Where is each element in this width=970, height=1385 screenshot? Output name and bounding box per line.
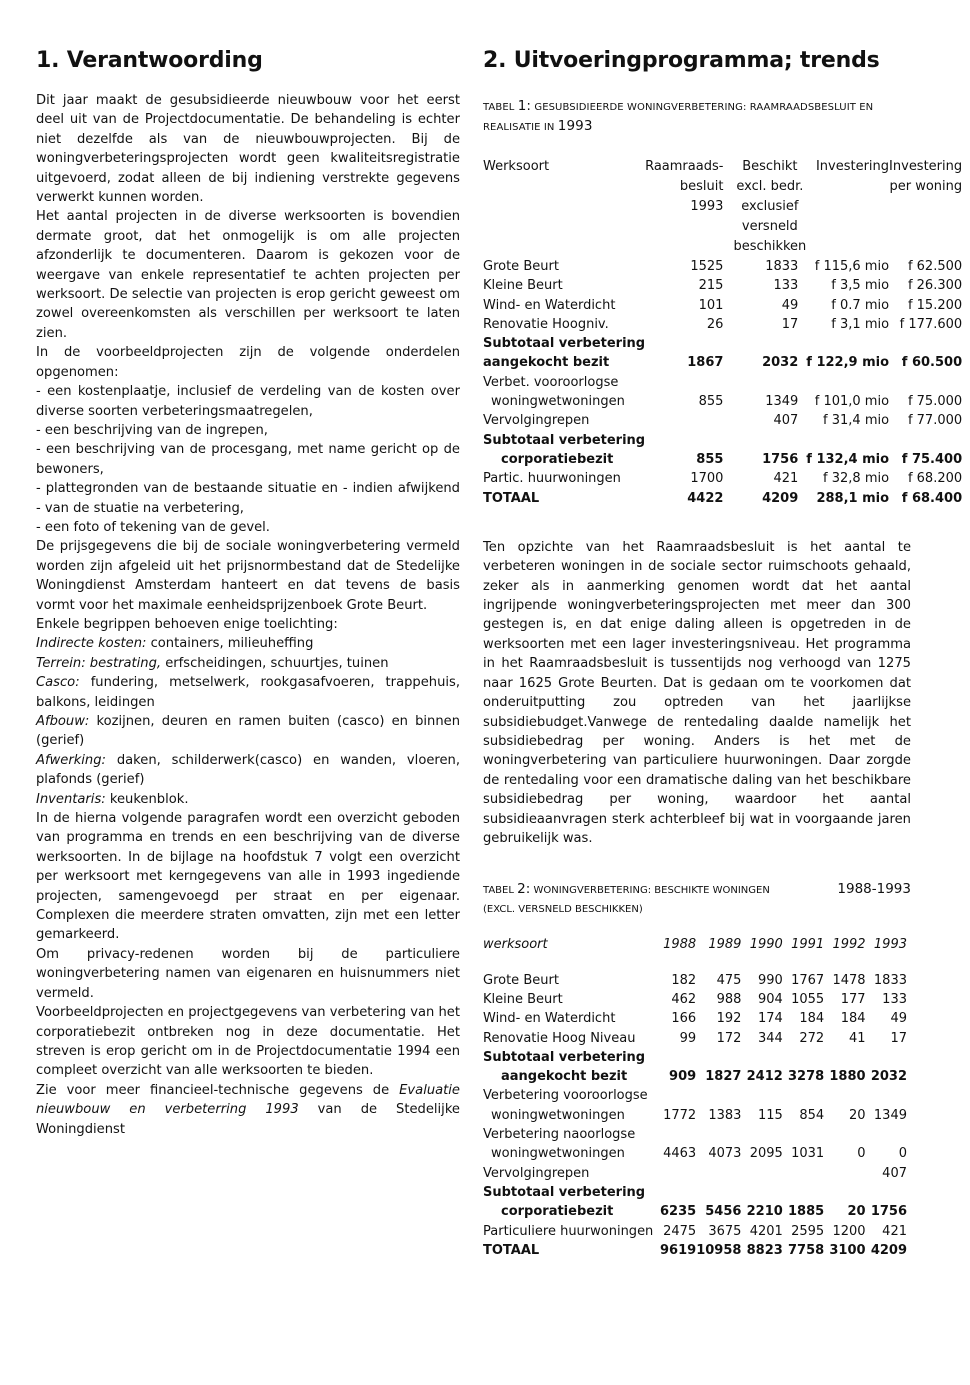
- term-definition: containers, milieuheffing: [146, 636, 314, 652]
- cell-value: [696, 1048, 741, 1067]
- cell-value: 1031: [791, 1146, 825, 1162]
- list-item: - een beschrijving van de procesgang, met name gericht op de bewoners,: [36, 442, 460, 477]
- paragraph: In de voorbeeldprojecten zijn de volgende onderdelen opgenomen:: [36, 345, 460, 380]
- definition: [36, 712, 460, 751]
- cell-werksoort: Kleine Beurt: [483, 991, 563, 1007]
- list-item: - plattegronden van de bestaande situatie en - indien afwijkend - van de stuatie na verbetering,: [36, 481, 460, 516]
- cell-besluit: 101: [698, 297, 724, 313]
- cell-value: 1767: [791, 972, 825, 988]
- table-row: [483, 431, 962, 450]
- table-row: [483, 1222, 907, 1241]
- cell-werksoort: Vervolgingrepen: [483, 413, 590, 429]
- cell-value: [741, 1164, 782, 1183]
- cell-werksoort: Subtotaal verbetering: [483, 336, 646, 352]
- cell-werksoort: TOTAAL: [483, 1242, 540, 1258]
- cell-investering-per-woning: f 15.200: [907, 297, 963, 313]
- header-year: 1990: [749, 937, 783, 953]
- cell-value: [783, 1164, 824, 1183]
- table-row: [483, 392, 962, 411]
- cell-besluit: [645, 431, 723, 450]
- cell-investering-per-woning: f 177.600: [899, 316, 963, 332]
- cell-value: 2475: [663, 1223, 697, 1239]
- cell-werksoort: Verbetering vooroorlogse: [483, 1088, 648, 1104]
- cell-value: [783, 1048, 824, 1067]
- cell-besluit: 4422: [687, 490, 724, 506]
- cell-value: [866, 1086, 907, 1105]
- cell-investering-per-woning: f 75.400: [901, 451, 963, 467]
- cell-value: 4201: [749, 1223, 783, 1239]
- cell-value: 172: [716, 1030, 742, 1046]
- cell-value: 344: [757, 1030, 783, 1046]
- cell-beschikt: [723, 334, 806, 353]
- cell-value: 2032: [870, 1069, 907, 1085]
- table-row: [483, 971, 907, 990]
- cell-value: 133: [882, 991, 907, 1007]
- cell-value: 166: [671, 1011, 697, 1027]
- cell-value: 909: [669, 1069, 697, 1085]
- cell-value: [655, 1183, 696, 1202]
- cell-value: [824, 1183, 865, 1202]
- header-year: 1992: [832, 937, 866, 953]
- cell-investering-per-woning: f 60.500: [901, 355, 963, 371]
- cell-value: 1885: [787, 1204, 825, 1220]
- table-row: [483, 315, 962, 334]
- table-row: [483, 353, 962, 372]
- cell-investering: f 132,4 mio: [806, 451, 890, 467]
- cell-value: [696, 1183, 741, 1202]
- table-header-row: [483, 935, 907, 970]
- header-year: 1991: [791, 937, 825, 953]
- cell-investering: f 101,0 mio: [814, 394, 890, 410]
- cell-value: [655, 1048, 696, 1067]
- cell-value: [741, 1086, 782, 1105]
- paragraph: Enkele begrippen behoeven enige toelichting:: [36, 616, 338, 632]
- cell-werksoort: Vervolgingrepen: [483, 1165, 590, 1181]
- cell-value: 10958: [696, 1242, 742, 1258]
- cell-value: 192: [716, 1011, 742, 1027]
- cell-werksoort: Grote Beurt: [483, 972, 559, 988]
- header-besluit: Raamraads-besluit 1993: [645, 159, 724, 214]
- table-beschikte-woningen: [483, 935, 907, 1260]
- cell-besluit: 26: [706, 316, 724, 332]
- cell-besluit: [645, 411, 723, 430]
- cell-value: [824, 1125, 865, 1144]
- cell-werksoort: woningwetwoningen: [491, 394, 625, 410]
- cell-value: [824, 1086, 865, 1105]
- cell-investering: [806, 431, 889, 450]
- term: Afwerking:: [36, 752, 106, 768]
- cell-value: 1833: [873, 972, 907, 988]
- cell-value: 0: [857, 1146, 866, 1162]
- cell-value: 1478: [832, 972, 866, 988]
- cell-value: 8823: [746, 1242, 783, 1258]
- table-row: [483, 990, 907, 1009]
- cell-value: 3100: [829, 1242, 866, 1258]
- cell-value: 4463: [663, 1146, 697, 1162]
- cell-investering: [806, 373, 889, 392]
- cell-value: [655, 1086, 696, 1105]
- caption-number: 1:: [517, 98, 532, 114]
- cell-value: [655, 1125, 696, 1144]
- cell-value: [824, 1048, 865, 1067]
- table-row: [483, 1048, 907, 1067]
- cell-value: 177: [840, 991, 866, 1007]
- table-row: [483, 334, 962, 353]
- cell-besluit: 855: [696, 451, 724, 467]
- cell-value: 2595: [791, 1223, 825, 1239]
- paragraph: Om privacy-redenen worden bij de particuliere woningverbetering namen van eigenaren en huisnummers niet vermeld.: [36, 946, 460, 1001]
- term-definition: fundering, metselwerk, rookgasafvoeren, trappehuis, balkons, leidingen: [36, 675, 460, 710]
- paragraph: Ten opzichte van het Raamraadsbesluit is het aantal te verbeteren woningen in de sociale sector ruimschoots gehaald, zeker als in aanmerking genomen wordt dat het aantal ingrijpende woningverbeteringsprojecten met meer dan 300 gestegen is, en dat enige daling alleen is opgetreden in de werksoorten met een lager investeringsniveau. Het programma in het Raamraadsbesluit is tussentijds nog verhoogd van 1275 naar 1625 Grote Beurten. Dat is gedaan om te voorkomen dat onderuitputting zou optreden van het jaarlijkse subsidiebudget.Vanwege de rentedaling daalde namelijk het subsidiebedrag per woning. Anders is het met de woningverbetering van particuliere huurwoningen. Daar zorgde de rentedaling voor een dramatische daling van het beschikbare subsidiebedrag per woning, waardoor het aantal subsidieaanvragen sterk achterbleef bij wat in voorgaande jaren gebruikelijk was.: [483, 539, 911, 846]
- caption-number: 2:: [517, 881, 531, 898]
- term: Indirecte kosten:: [36, 636, 147, 652]
- cell-value: 475: [716, 972, 742, 988]
- definition: [36, 790, 460, 809]
- table-row: [483, 1144, 907, 1163]
- cell-value: 7758: [787, 1242, 825, 1258]
- definition: [36, 634, 460, 653]
- term-definition: keukenblok.: [105, 791, 189, 807]
- cell-value: 1772: [663, 1107, 697, 1123]
- table-row: [483, 1125, 907, 1144]
- cell-werksoort: Verbetering naoorlogse: [483, 1127, 636, 1143]
- cell-value: 1880: [829, 1069, 866, 1085]
- table-row: [483, 1183, 907, 1202]
- text-run: Zie voor meer financieel-technische gegevens de: [36, 1082, 400, 1098]
- cell-value: 20: [847, 1204, 866, 1220]
- cell-investering-per-woning: f 75.000: [907, 394, 963, 410]
- term: Afbouw:: [36, 714, 90, 729]
- publication-title: Evaluatie nieuwbouw en verbeterring 1993: [36, 1082, 460, 1118]
- cell-value: 988: [716, 991, 742, 1007]
- cell-werksoort: aangekocht bezit: [501, 1069, 628, 1085]
- cell-beschikt: 407: [773, 413, 799, 429]
- cell-beschikt: 1833: [765, 259, 799, 274]
- right-column: [483, 48, 963, 1260]
- table-row: [483, 489, 962, 508]
- cell-werksoort: Wind- en Waterdicht: [483, 1011, 616, 1027]
- section-heading-verantwoording: 1. Verantwoording: [36, 48, 263, 73]
- cell-werksoort: woningwetwoningen: [491, 1146, 625, 1162]
- cell-investering: f 122,9 mio: [806, 355, 890, 371]
- caption-label: TABEL: [483, 885, 514, 897]
- cell-besluit: [645, 373, 723, 392]
- table-row: [483, 1029, 907, 1048]
- cell-value: 174: [757, 1011, 783, 1027]
- cell-value: 4209: [870, 1242, 907, 1258]
- cell-beschikt: 133: [773, 278, 799, 294]
- cell-value: 184: [840, 1011, 866, 1027]
- cell-value: [783, 1125, 824, 1144]
- table-row: [483, 1067, 907, 1086]
- table-row: [483, 373, 962, 392]
- header-beschikt: Beschikt excl. bedr. exclusief versneld beschikken: [733, 159, 807, 254]
- header-investering-per-woning: Investering per woning: [889, 159, 963, 194]
- term-definition: erfscheidingen, schuurtjes, tuinen: [161, 655, 389, 671]
- cell-value: [696, 1086, 741, 1105]
- cell-werksoort: Renovatie Hoogniv.: [483, 316, 609, 332]
- cell-beschikt: [723, 431, 806, 450]
- cell-investering-per-woning: f 68.200: [907, 471, 963, 487]
- term: Terrein: bestrating,: [36, 655, 162, 671]
- table-row: [483, 1086, 907, 1105]
- cell-value: [655, 1164, 696, 1183]
- cell-investering: [806, 334, 889, 353]
- term-definition: kozijnen, deuren en ramen buiten (casco) en binnen (gerief): [36, 714, 460, 749]
- cell-beschikt: 49: [781, 297, 799, 313]
- cell-value: 1827: [705, 1069, 742, 1085]
- cell-value: 407: [882, 1165, 907, 1181]
- cell-value: 20: [849, 1107, 866, 1123]
- table-header-row: [483, 157, 962, 257]
- cell-besluit: 1867: [687, 355, 724, 371]
- cell-value: 854: [799, 1107, 825, 1123]
- table2-caption: [483, 880, 911, 919]
- cell-werksoort: Kleine Beurt: [483, 278, 563, 294]
- term: Casco:: [36, 675, 80, 691]
- header-werksoort: Werksoort: [483, 159, 550, 174]
- cell-value: 5456: [705, 1204, 742, 1220]
- cell-beschikt: 421: [773, 471, 799, 487]
- cell-werksoort: Subtotaal verbetering: [483, 432, 646, 448]
- table-row: [483, 1106, 907, 1125]
- cell-besluit: 1700: [690, 471, 724, 487]
- cell-investering-per-woning: [889, 431, 962, 450]
- table-row: [483, 257, 962, 276]
- table1-caption: [483, 97, 911, 137]
- cell-value: [783, 1183, 824, 1202]
- table-row: [483, 411, 962, 430]
- cell-investering: f 31,4 mio: [823, 413, 890, 429]
- cell-werksoort: Wind- en Waterdicht: [483, 297, 616, 313]
- definition: [36, 673, 460, 712]
- cell-value: 1349: [873, 1107, 907, 1123]
- header-year: 1988: [663, 937, 697, 953]
- caption-years: 1988-1993: [837, 881, 911, 898]
- cell-value: 2412: [746, 1069, 783, 1085]
- cell-value: 1055: [791, 991, 825, 1007]
- cell-werksoort: Grote Beurt: [483, 259, 559, 274]
- cell-besluit: 855: [698, 394, 724, 410]
- cell-value: 6235: [660, 1204, 697, 1220]
- text-run: van de Stedelijke Woningdienst: [36, 1102, 460, 1137]
- definition: [36, 751, 460, 790]
- caption-year: 1993: [557, 118, 593, 134]
- cell-investering: f 3,5 mio: [831, 278, 890, 294]
- cell-beschikt: [723, 373, 806, 392]
- cell-value: 115: [757, 1107, 783, 1123]
- cell-beschikt: 1349: [765, 394, 799, 410]
- cell-value: 2095: [749, 1146, 783, 1162]
- caption-text: GESUBSIDIEERDE WONINGVERBETERING: RAAMRAADSBESLUIT EN REALISATIE IN: [483, 102, 874, 133]
- cell-value: 272: [799, 1030, 825, 1046]
- list-item: - een foto of tekening van de gevel.: [36, 519, 270, 535]
- cell-value: 49: [890, 1011, 907, 1027]
- cell-werksoort: corporatiebezit: [501, 1204, 614, 1220]
- cell-investering: f 0.7 mio: [831, 297, 890, 313]
- cell-werksoort: corporatiebezit: [501, 451, 614, 467]
- cell-investering-per-woning: f 62.500: [907, 259, 963, 274]
- cell-value: 1200: [832, 1223, 866, 1239]
- paragraph: Het aantal projecten in de diverse werksoorten is bovendien dermate groot, dat het onmogelijk is om alle projecten afzonderlijk te documenteren. Daarom is gekozen voor de weergave van enkele representatief te achten projecten per werksoort. De selectie van projecten is erop gericht geweest om zowel overeenkomsten als verschillen per werksoort te laten zien.: [36, 209, 460, 341]
- paragraph: In de hierna volgende paragrafen wordt een overzicht geboden van programma en trends en een beschrijving van de diverse werksoorten. In de bijlage na hoofdstuk 7 volgt een overzicht per werksoort met kerngegevens van alle in 1993 ingediende projecten, samengevoegd per straat en per eigenaar. Complexen die meerdere straten omvatten, zijn met een letter gemarkeerd.: [36, 811, 460, 943]
- cell-werksoort: Subtotaal verbetering: [483, 1184, 646, 1200]
- paragraph: Dit jaar maakt de gesubsidieerde nieuwbouw voor het eerst deel uit van de Projectdocumentatie. De behandeling is echter niet dezelfde als van de nieuwbouwprojecten. Bij de woningverbeteringsprojecten wordt geen kwaliteitsregistratie uitgevoerd, zodat alleen de bij indiening verstrekte gegevens verwerkt kunnen worden.: [36, 93, 460, 206]
- table-row: [483, 1009, 907, 1028]
- cell-beschikt: 2032: [762, 355, 799, 371]
- cell-investering-per-woning: [889, 334, 962, 353]
- cell-werksoort: Partic. huurwoningen: [483, 471, 621, 487]
- cell-value: [866, 1183, 907, 1202]
- table-row: [483, 296, 962, 315]
- cell-value: 462: [671, 991, 697, 1007]
- header-investering: Investering: [815, 159, 890, 174]
- cell-besluit: [645, 334, 723, 353]
- cell-value: 182: [671, 972, 697, 988]
- table-raamraadsbesluit: [483, 157, 962, 508]
- paragraph: [36, 1081, 460, 1139]
- cell-besluit: 1525: [690, 259, 724, 274]
- cell-value: [783, 1086, 824, 1105]
- cell-werksoort: TOTAAL: [483, 490, 540, 506]
- header-year: 1993: [873, 937, 907, 953]
- left-column: [36, 48, 460, 1139]
- cell-value: [866, 1125, 907, 1144]
- cell-werksoort: Renovatie Hoog Niveau: [483, 1030, 636, 1046]
- cell-value: [866, 1048, 907, 1067]
- cell-value: 17: [890, 1030, 907, 1046]
- cell-value: 990: [757, 972, 783, 988]
- cell-investering: f 115,6 mio: [814, 259, 890, 274]
- cell-value: 4073: [708, 1146, 742, 1162]
- cell-value: 9619: [660, 1242, 697, 1258]
- cell-investering-per-woning: f 77.000: [907, 413, 963, 429]
- table-row: [483, 1202, 907, 1221]
- cell-werksoort: Particuliere huurwoningen: [483, 1223, 654, 1239]
- cell-investering-per-woning: f 26.300: [907, 278, 963, 294]
- cell-value: [696, 1164, 741, 1183]
- table-row: [483, 1241, 907, 1260]
- cell-value: 904: [757, 991, 783, 1007]
- cell-besluit: 215: [698, 278, 724, 294]
- cell-value: 3278: [787, 1069, 825, 1085]
- cell-investering-per-woning: f 68.400: [901, 490, 963, 506]
- cell-value: 3675: [708, 1223, 742, 1239]
- cell-value: 2210: [746, 1204, 783, 1220]
- table-row: [483, 1164, 907, 1183]
- cell-value: 99: [679, 1030, 697, 1046]
- cell-value: 421: [882, 1223, 907, 1239]
- list-item: - een beschrijving van de ingrepen,: [36, 422, 268, 438]
- cell-value: [741, 1183, 782, 1202]
- term: Inventaris:: [36, 791, 106, 807]
- cell-investering-per-woning: [889, 373, 962, 392]
- header-year: 1989: [708, 937, 742, 953]
- list-item: - een kostenplaatje, inclusief de verdeling van de kosten over diverse soorten verbeteringsmaatregelen,: [36, 384, 460, 419]
- paragraph: Voorbeeldprojecten en projectgegevens van verbetering van het corporatiebezit ontbreken nog in deze documentatie. Het streven is erop gericht om in de Projectdocumentatie 1994 een compleet overzicht van alle werksoorten te bieden.: [36, 1005, 460, 1079]
- caption-text: WONINGVERBETERING: BESCHIKTE WONINGEN: [533, 885, 770, 897]
- section-heading-uitvoeringprogramma: 2. Uitvoeringprogramma; trends: [483, 48, 880, 73]
- cell-beschikt: 17: [781, 316, 799, 332]
- cell-werksoort: aangekocht bezit: [483, 355, 610, 371]
- cell-investering: f 3,1 mio: [831, 316, 890, 332]
- paragraph: De prijsgegevens die bij de sociale woningverbetering vermeld worden zijn afgeleid uit het prijsnormbestand dat de Stedelijke Woningdienst Amsterdam hanteert en dat tevens de basis vormt voor het maximale eenheidsprijzenboek Grote Beurt.: [36, 539, 460, 613]
- verantwoording-text: [36, 91, 460, 1139]
- definition: [36, 654, 460, 673]
- cell-value: [741, 1125, 782, 1144]
- cell-value: 41: [849, 1030, 866, 1046]
- cell-investering: f 32,8 mio: [823, 471, 890, 487]
- cell-werksoort: Verbet. vooroorlogse: [483, 374, 619, 390]
- term-definition: daken, schilderwerk(casco) en wanden, vloeren, plafonds (gerief): [36, 752, 460, 788]
- caption-line: [483, 880, 911, 900]
- table-row: [483, 276, 962, 295]
- cell-value: [824, 1164, 865, 1183]
- table-row: [483, 450, 962, 469]
- cell-value: 0: [898, 1146, 907, 1162]
- cell-beschikt: 1756: [762, 451, 799, 467]
- cell-value: 1383: [708, 1107, 742, 1123]
- header-werksoort: werksoort: [483, 937, 548, 953]
- caption-line-2: (EXCL. VERSNELD BESCHIKKEN): [483, 904, 643, 916]
- cell-value: 184: [799, 1011, 825, 1027]
- table-row: [483, 469, 962, 488]
- cell-werksoort: woningwetwoningen: [491, 1107, 625, 1123]
- trends-text: [483, 538, 911, 849]
- cell-beschikt: 4209: [762, 490, 799, 506]
- cell-investering: 288,1 mio: [816, 490, 890, 506]
- cell-value: 1756: [870, 1204, 907, 1220]
- cell-value: [696, 1125, 741, 1144]
- caption-label: TABEL: [483, 102, 515, 113]
- cell-value: [741, 1048, 782, 1067]
- cell-werksoort: Subtotaal verbetering: [483, 1049, 646, 1065]
